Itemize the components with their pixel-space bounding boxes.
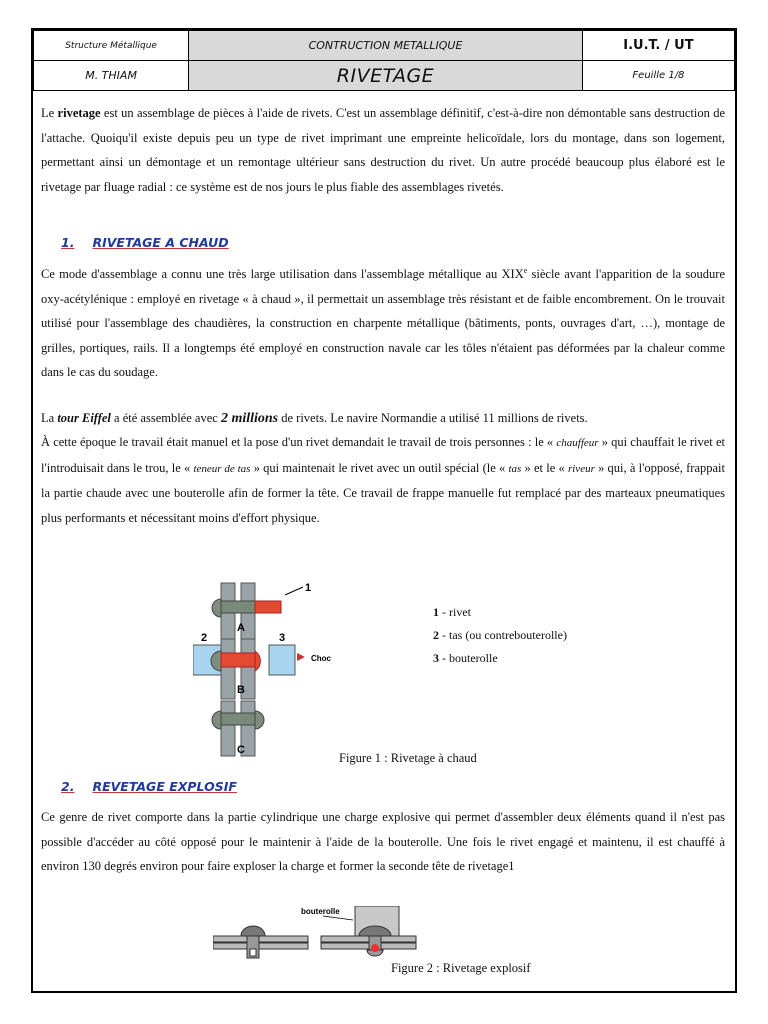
legend-item: 3 - bouterolle <box>433 651 498 665</box>
page-title: RIVETAGE <box>189 61 583 91</box>
svg-text:Choc: Choc <box>311 654 331 663</box>
svg-text:B: B <box>237 684 245 696</box>
svg-text:A: A <box>237 622 245 634</box>
section2-paragraph: Ce genre de rivet comporte dans la partie cylindrique une charge explosive qui permet d'assembler deux éléments quand il n'est pas possible d'accéder au côté opposé pour le maintenir à l'aide de la bouterolle. Une fois le rivet engagé et maintenu, il est chauffé à environ 130 degrés environ pour faire exploser la charge et former la seconde tête de rivetage1 <box>41 810 725 873</box>
bouterolle-label: bouterolle <box>301 907 340 916</box>
stage-c <box>212 701 264 756</box>
eiffel-term: tour Eiffel <box>57 411 111 425</box>
figure1-diagram <box>193 581 373 771</box>
figure1-caption: Figure 1 : Rivetage à chaud <box>339 751 477 765</box>
millions-term: 2 millions <box>220 411 279 426</box>
legend-item: 2 - tas (ou contrebouterolle) <box>433 628 567 642</box>
term-rivetage: rivetage <box>57 106 101 120</box>
svg-text:3: 3 <box>279 632 286 644</box>
section1-paragraph1: Ce mode d'assemblage a connu une très large utilisation dans l'assemblage métallique au XIXe siècle avant l'apparition de la soudure oxy-acétylénique : employé en rivetage « à chaud », il permettait un assemblage très résistant et de faible encombrement. On le trouvait utilisé pour l'assemblage des chaudières, la construction en charpente métallique (bâtiments, ponts, ouvrages d'art, …), montage de grilles, portiques, rails. Il a longtemps été employé en construction navale car les tôles n'étaient pas déformées par la chaleur comme dans le cas du soudage. <box>41 266 725 380</box>
legend-item: 1 - rivet <box>433 605 471 619</box>
rivet-before <box>213 926 308 958</box>
document-body <box>33 90 735 992</box>
section1-paragraph3: À cette époque le travail était manuel et la pose d'un rivet demandait le travail de trois personnes : le « chauffeur » qui chauffait le rivet et l'introduisait dans le trou, le « teneur de tas » qui maintenait le rivet avec un outil spécial (le « tas » et le « riveur » qui, à l'opposé, frappait la partie chaude avec une bouterolle afin de former la tête. Ce travail de frappe manuelle fut remplacé par des marteaux pneumatiques plus performants et nécessitant moins d'effort physique. <box>41 435 725 525</box>
section1-heading: 1. RIVETAGE A CHAUD <box>61 235 229 250</box>
institution: I.U.T. / UT <box>582 31 734 61</box>
header-table <box>33 30 735 91</box>
svg-text:1: 1 <box>305 582 312 594</box>
stage-b <box>193 632 332 699</box>
svg-text:2: 2 <box>201 632 208 644</box>
section2-heading: 2. REVETAGE EXPLOSIF <box>61 779 237 794</box>
course-name: Structure Métallique <box>34 31 189 61</box>
svg-text:C: C <box>237 744 245 756</box>
author: M. THIAM <box>34 61 189 91</box>
sheet-number: Feuille 1/8 <box>582 61 734 91</box>
stage-a <box>212 582 311 641</box>
figure2-caption: Figure 2 : Rivetage explosif <box>391 961 531 975</box>
page-frame <box>31 28 737 993</box>
intro-paragraph: Le rivetage est un assemblage de pièces à l'aide de rivets. C'est un assemblage définitif, c'est-à-dire non démontable sans destruction de l'attache. Quoiqu'il existe depuis peu un type de rivet imprimant une empreinte helicoïdale, lors du montage, dans son logement, permettant ainsi un démontage et un remontage ultérieur sans destruction du rivet. Un autre procédé beaucoup plus élaboré est le rivetage par fluage radial : ce système est de nos jours le plus fiable des assemblages rivetés. <box>41 106 725 194</box>
section1-paragraph2: La tour Eiffel a été assemblée avec 2 millions de rivets. Le navire Normandie a utilisé 11 millions de rivets. <box>41 411 588 426</box>
subject-title: CONTRUCTION METALLIQUE <box>189 31 583 61</box>
figure1-legend <box>433 601 567 670</box>
